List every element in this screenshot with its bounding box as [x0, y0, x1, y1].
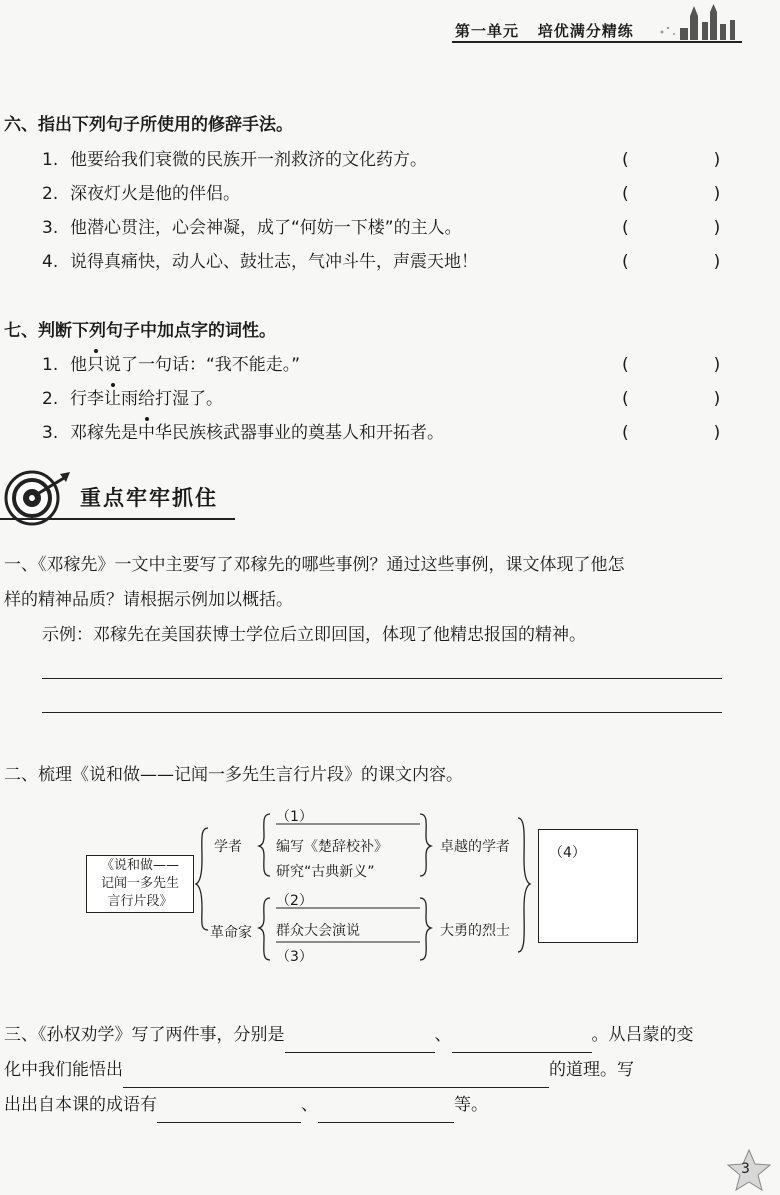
rev-blank-2[interactable]: （2）: [276, 893, 313, 909]
page-number: 3: [741, 1161, 750, 1177]
answer-paren-7-1[interactable]: ( ): [622, 355, 721, 375]
header-series: 培优满分精练: [537, 22, 634, 40]
rev-blank-3[interactable]: （3）: [276, 949, 313, 965]
q1-example: 示例：邓稼先在美国获博士学位后立即回国，体现了他精忠报国的精神。: [42, 625, 586, 645]
header-unit: 第一单元: [455, 22, 520, 40]
root-line-2: 记闻一多先生: [100, 876, 179, 891]
section6-item-3: 3. 他潜心贯注，心会神凝，成了“何妨一下楼”的主人。: [42, 218, 462, 238]
q3-blank-3[interactable]: [123, 1067, 549, 1088]
section6-item-1: 1. 他要给我们衰微的民族开一剂救济的文化药方。: [42, 150, 427, 170]
banner-title: 重点牢牢抓住: [80, 486, 218, 510]
q3-line2: 化中我们能悟出 的道理。写: [4, 1053, 634, 1088]
root-line-3: 言行片段》: [107, 894, 173, 909]
dotted-char: 让: [104, 389, 121, 409]
dotted-char: 中: [138, 423, 155, 443]
answer-paren-7-2[interactable]: ( ): [622, 389, 721, 409]
q1-line1: 一、《邓稼先》一文中主要写了邓稼先的哪些事例？通过这些事例，课文体现了他怎: [4, 555, 625, 575]
q3-blank-2[interactable]: [452, 1032, 592, 1053]
q3-blank-4[interactable]: [157, 1102, 301, 1123]
section7-item-3: 3. 邓稼先是中华民族核武器事业的奠基人和开拓者。: [42, 423, 444, 443]
scholar-desc: 卓越的学者: [440, 839, 510, 855]
scholar-item-3: 研究“古典新义”: [276, 864, 375, 880]
answer-paren-6-2[interactable]: ( ): [622, 184, 721, 204]
answer-paren-7-3[interactable]: ( ): [622, 423, 721, 443]
dotted-char: 只: [87, 355, 104, 375]
answer-paren-6-3[interactable]: ( ): [622, 218, 721, 238]
section7-title: 七、判断下列句子中加点字的词性。: [4, 321, 276, 341]
q2-title: 二、梳理《说和做——记闻一多先生言行片段》的课文内容。: [4, 765, 463, 785]
answer-paren-6-1[interactable]: ( ): [622, 150, 721, 170]
section7-item-2: 2. 行李让雨给打湿了。: [42, 389, 223, 409]
q1-line2: 样的精神品质？请根据示例加以概括。: [4, 590, 293, 610]
scholar-item-2: 编写《楚辞校补》: [276, 839, 388, 855]
branch-scholar: 学者: [214, 839, 242, 855]
answer-paren-6-4[interactable]: ( ): [622, 252, 721, 272]
q3-line1: 三、《孙权劝学》写了两件事，分别是 、 。从吕蒙的变: [4, 1018, 694, 1053]
section6-title: 六、指出下列句子所使用的修辞手法。: [4, 115, 293, 135]
section6-item-2: 2. 深夜灯火是他的伴侣。: [42, 184, 240, 204]
root-line-1: 《说和做——: [100, 858, 179, 873]
branch-revolutionary: 革命家: [210, 925, 252, 941]
rev-item-speech: 群众大会演说: [276, 923, 360, 939]
q3-blank-5[interactable]: [318, 1102, 454, 1123]
q3-line3: 出出自本课的成语有 、 等。: [4, 1088, 488, 1123]
section7-item-1: 1. 他只说了一句话：“我不能走。”: [42, 355, 301, 375]
result-box[interactable]: [538, 829, 638, 943]
section6-item-4: 4. 说得真痛快，动人心、鼓壮志，气冲斗牛，声震天地！: [42, 252, 478, 272]
scholar-blank-1[interactable]: （1）: [276, 809, 313, 825]
q3-blank-1[interactable]: [285, 1032, 435, 1053]
rev-desc: 大勇的烈士: [440, 923, 510, 939]
result-blank-4: （4）: [549, 845, 586, 861]
